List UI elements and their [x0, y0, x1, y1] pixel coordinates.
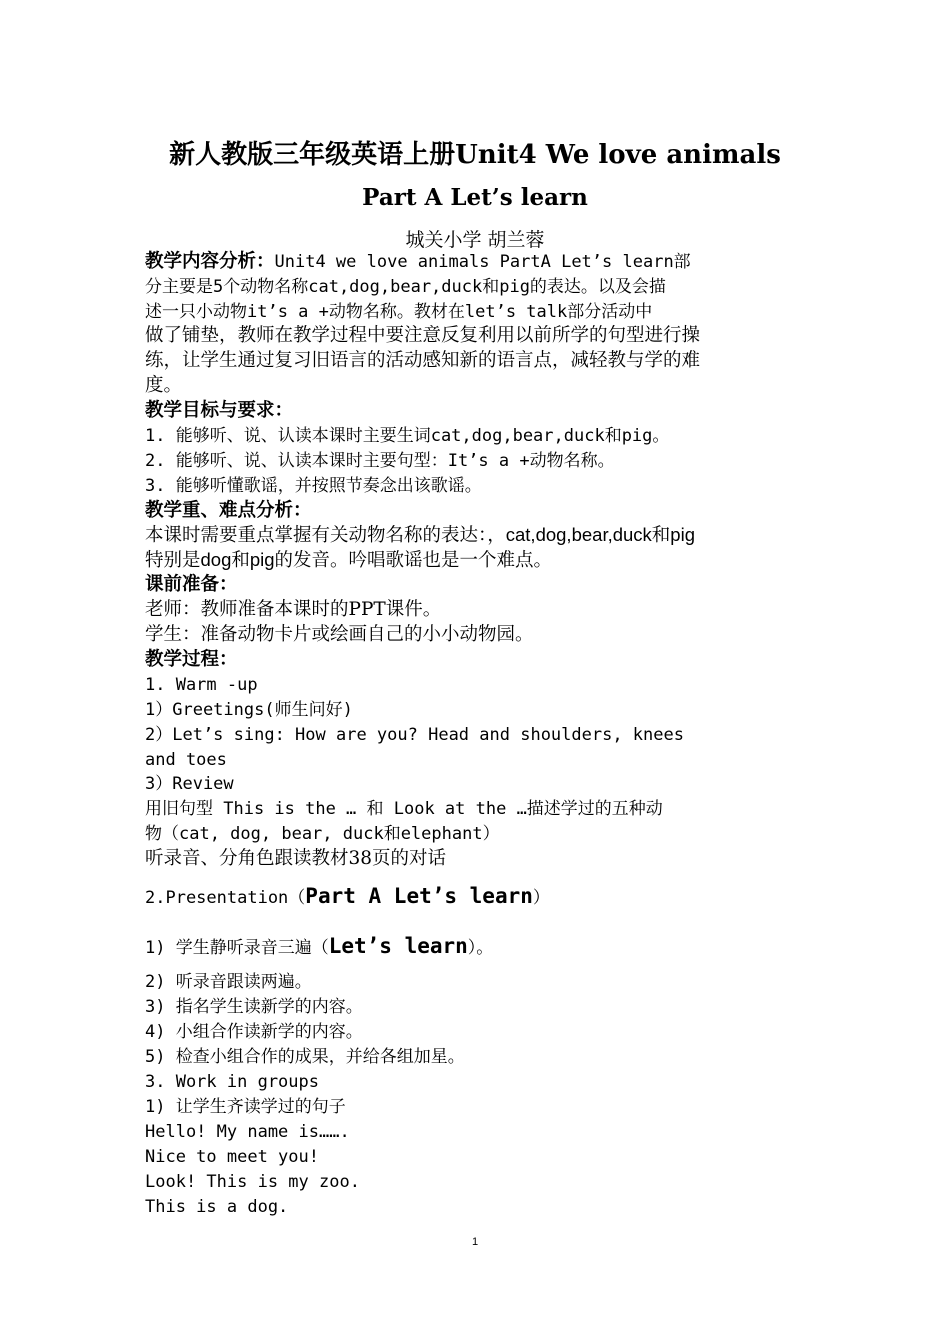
process-review-line-1: 用旧句型 This is the … 和 Look at the …描述学过的五种动 [145, 799, 663, 819]
preparation-student: 学生：准备动物卡片或绘画自己的小小动物园。 [145, 624, 534, 645]
document-subtitle: Part A Let’s learn [362, 184, 588, 211]
presentation-prefix: 2.Presentation（ [145, 888, 306, 908]
presentation-step-3: 3) 指名学生读新学的内容。 [145, 997, 363, 1017]
content-analysis-line-1 [145, 250, 691, 274]
sentence-line: Nice to meet you! [145, 1147, 319, 1167]
objective-item: 1. 能够听、说、认读本课时主要生词cat,dog,bear,duck和pig。 [145, 426, 670, 446]
sentence-line: Hello! My name is……. [145, 1122, 350, 1142]
content-analysis-text: Unit4 we love animals PartA Let’s learn部 [274, 252, 691, 272]
objective-item: 3. 能够听懂歌谣，并按照节奏念出该歌谣。 [145, 476, 482, 496]
content-analysis-line-4: 做了铺垫，教师在教学过程中要注意反复利用以前所学的句型进行操 [145, 325, 701, 346]
presentation-suffix: ） [532, 888, 550, 908]
process-presentation [145, 884, 550, 910]
process-heading: 教学过程： [145, 649, 238, 670]
objective-item: 2. 能够听、说、认读本课时主要句型：It’s a +动物名称。 [145, 451, 615, 471]
presentation-step-1 [145, 934, 493, 960]
sentence-line: Look! This is my zoo. [145, 1172, 360, 1192]
key-points-heading: 教学重、难点分析： [145, 500, 312, 521]
sentence-line: This is a dog. [145, 1197, 289, 1217]
content-analysis-line-6: 度。 [145, 375, 183, 396]
process-warmup: 1. Warm -up [145, 675, 258, 695]
objectives-heading: 教学目标与要求： [145, 400, 294, 421]
process-greetings: 1）Greetings(师生问好) [145, 700, 353, 720]
process-work-groups: 3. Work in groups [145, 1072, 319, 1092]
presentation-title: Part A Let’s learn [305, 884, 533, 908]
presentation-step-4: 4) 小组合作读新学的内容。 [145, 1022, 363, 1042]
process-review-line-2: 物（cat, dog, bear, duck和elephant） [145, 824, 500, 844]
key-points-line-2: 特别是dog和pig的发音。吟唱歌谣也是一个难点。 [145, 549, 553, 570]
content-analysis-line-2: 分主要是5个动物名称cat,dog,bear,duck和pig的表达。以及会描 [145, 277, 666, 297]
process-review-line-3: 听录音、分角色跟读教材38页的对话 [145, 848, 447, 869]
page-number: 1 [471, 1236, 479, 1248]
content-analysis-line-5: 练，让学生通过复习旧语言的活动感知新的语言点，减轻教与学的难 [145, 350, 701, 371]
preparation-teacher: 老师：教师准备本课时的PPT课件。 [145, 599, 442, 620]
step1-suffix: ）。 [467, 938, 494, 958]
content-analysis-heading: 教学内容分析： [145, 251, 275, 272]
content-analysis-line-3: 述一只小动物it’s a +动物名称。教材在let’s talk部分活动中 [145, 302, 653, 322]
preparation-heading: 课前准备： [145, 574, 238, 595]
presentation-step-2: 2) 听录音跟读两遍。 [145, 972, 312, 992]
document-title: 新人教版三年级英语上册Unit4 We love animals [169, 140, 781, 170]
work-groups-step-1: 1) 让学生齐读学过的句子 [145, 1097, 346, 1117]
step1-title: Let’s learn [328, 934, 468, 958]
process-review: 3）Review [145, 774, 234, 794]
presentation-step-5: 5) 检查小组合作的成果，并给各组加星。 [145, 1047, 465, 1067]
process-sing-line-1: 2）Let’s sing: How are you? Head and shoulders, knees [145, 725, 684, 745]
process-sing-line-2: and toes [145, 750, 227, 770]
author-line: 城关小学 胡兰蓉 [405, 229, 545, 251]
key-points-line-1: 本课时需要重点掌握有关动物名称的表达：，cat,dog,bear,duck和pig [145, 524, 695, 545]
step1-prefix: 1) 学生静听录音三遍（ [145, 938, 329, 958]
